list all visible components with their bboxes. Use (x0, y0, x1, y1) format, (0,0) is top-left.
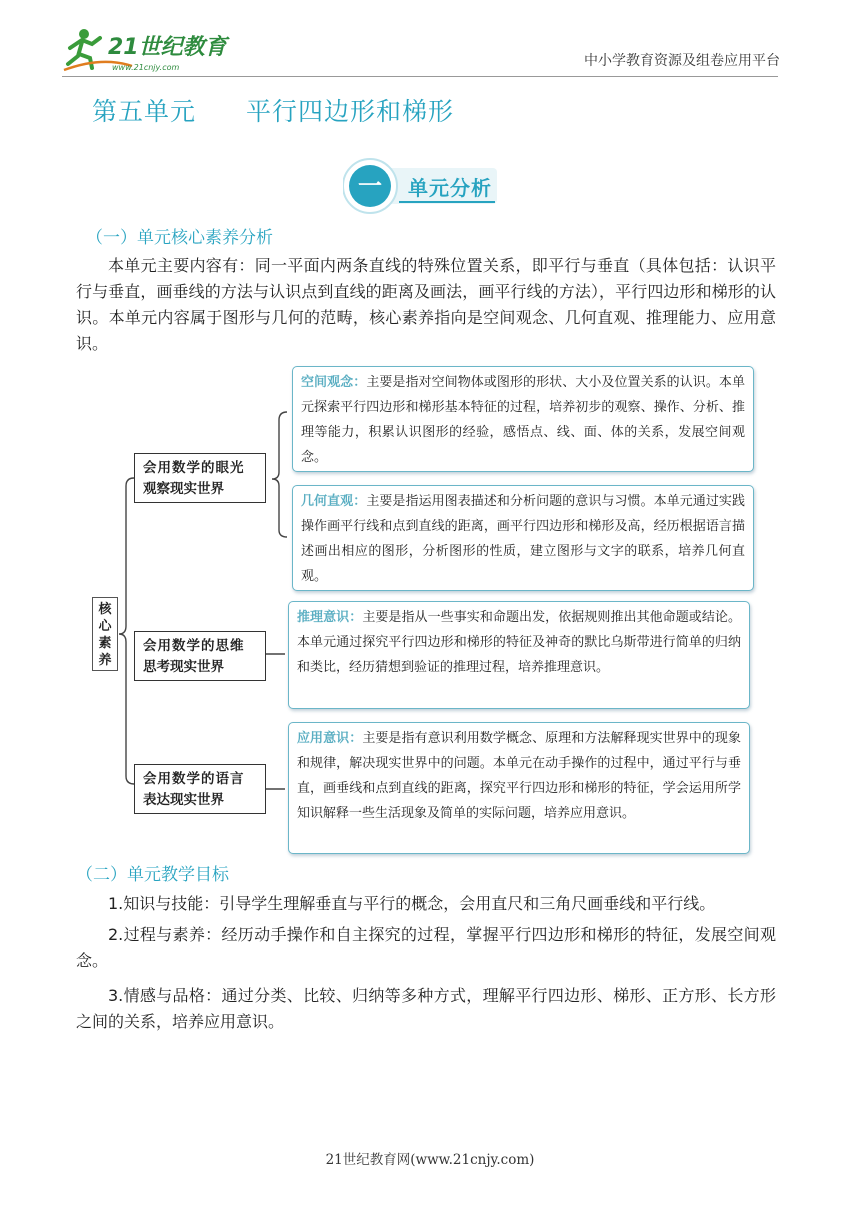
section1-paragraph: 本单元主要内容有：同一平面内两条直线的特殊位置关系，即平行与垂直（具体包括：认识平行与垂直，画垂线的方法与认识点到直线的距离及画法，画平行线的方法），平行四边形和梯形的认识。本单元内容属于图形与几何的范畴，核心素养指向是空间观念、几何直观、推理能力、应用意识。 (76, 256, 776, 353)
category-express: 会用数学的语言 表达现实世界 (134, 764, 266, 814)
site-logo (62, 26, 232, 76)
goal-item: 3.情感与品格：通过分类、比较、归纳等多种方式，理解平行四边形、梯形、正方形、长方形之间的关系，培养应用意识。 (76, 986, 776, 1031)
detail-reasoning (288, 601, 750, 709)
header-platform-text: 中小学教育资源及组卷应用平台 (584, 53, 780, 69)
detail-spatial-concept (292, 366, 754, 472)
svg-text:21世纪教育: 21世纪教育 (108, 35, 227, 60)
banner-number: 一 (358, 172, 382, 200)
banner-label: 单元分析 (408, 176, 492, 200)
runner-logo-icon (62, 26, 232, 76)
category-observe: 会用数学的眼光 观察现实世界 (134, 453, 266, 503)
unit-number: 第五单元 (92, 97, 197, 126)
footer-text: 21世纪教育网(www.21cnjy.com) (325, 1152, 535, 1168)
unit-name: 平行四边形和梯形 (246, 97, 455, 126)
core-literacy-label: 核 心 素 养 (92, 597, 118, 671)
detail-keyword: 推理意识： (297, 610, 363, 625)
section2-heading: （二）单元教学目标 (76, 865, 229, 885)
detail-keyword: 空间观念： (301, 375, 367, 390)
svg-text:www.21cnjy.com: www.21cnjy.com (112, 63, 180, 72)
goal-item: 1.知识与技能：引导学生理解垂直与平行的概念，会用直尺和三角尺画垂线和平行线。 (108, 894, 716, 913)
detail-application (288, 722, 750, 854)
header-divider (62, 76, 778, 77)
detail-keyword: 应用意识： (297, 731, 363, 746)
goal-item: 2.过程与素养：经历动手操作和自主探究的过程，掌握平行四边形和梯形的特征，发展空间观念。 (76, 925, 776, 970)
detail-keyword: 几何直观： (301, 494, 367, 509)
section1-heading: （一）单元核心素养分析 (86, 228, 273, 248)
detail-text: 主要是指从一些事实和命题出发，依据规则推出其他命题或结论。本单元通过探究平行四边形和梯形的特征及神奇的默比乌斯带进行简单的归纳和类比，经历猜想到验证的推理过程，培养推理意识。 (297, 610, 741, 675)
category-think: 会用数学的思维 思考现实世界 (134, 631, 266, 681)
detail-text: 主要是指对空间物体或图形的形状、大小及位置关系的认识。本单元探索平行四边形和梯形基本特征的过程，培养初步的观察、操作、分析、推理等能力，积累认识图形的经验，感悟点、线、面、体的关系，发展空间观念。 (301, 375, 745, 465)
detail-text: 主要是指运用图表描述和分析问题的意识与习惯。本单元通过实践操作画平行线和点到直线的距离，画平行四边形和梯形及高，经历根据语言描述画出相应的图形，分析图形的性质，建立图形与文字的联系，培养几何直观。 (301, 494, 745, 584)
unit-title (92, 92, 454, 128)
detail-geometric-intuition (292, 485, 754, 591)
detail-text: 主要是指有意识利用数学概念、原理和方法解释现实世界中的现象和规律，解决现实世界中的问题。本单元在动手操作的过程中，通过平行与垂直，画垂线和点到直线的距离，探究平行四边形和梯形的特征，学会运用所学知识解释一些生活现象及简单的实际问题，培养应用意识。 (297, 731, 741, 821)
